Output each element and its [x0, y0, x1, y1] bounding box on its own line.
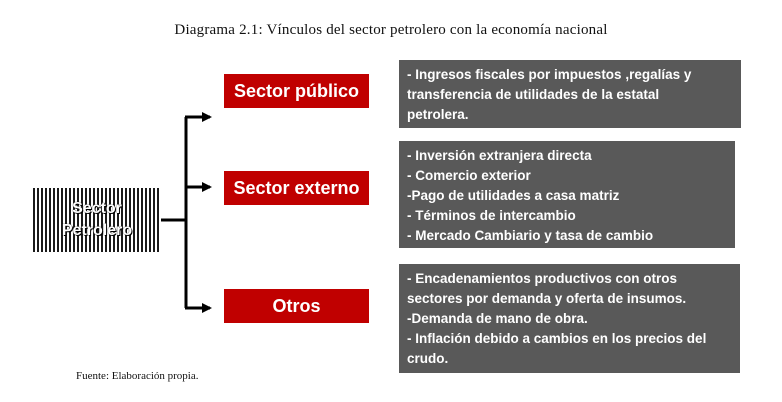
sector-externo-description	[399, 141, 735, 248]
description-line: transferencia de utilidades de la estatal	[407, 87, 660, 102]
description-line: - Mercado Cambiario y tasa de cambio	[407, 228, 654, 243]
sector-petrolero-node	[33, 188, 161, 252]
description-line: crudo.	[407, 351, 449, 366]
description-line: - Encadenamientos productivos con otros	[407, 271, 678, 286]
description-line: - Inversión extranjera directa	[407, 148, 592, 163]
description-line: - Ingresos fiscales por impuestos ,regalías y	[407, 67, 692, 82]
description-line: -Demanda de mano de obra.	[407, 311, 588, 326]
description-line: sectores por demanda y oferta de insumos.	[407, 291, 687, 306]
description-line: -Pago de utilidades a casa matriz	[407, 188, 620, 203]
description-line: petrolera.	[407, 107, 469, 122]
sector-publico-box: Sector público	[224, 74, 369, 108]
sector-petrolero-line2: Petrolero	[61, 222, 133, 239]
otros-description	[399, 264, 740, 373]
description-line: - Inflación debido a cambios en los precios del	[407, 331, 707, 346]
description-line: - Términos de intercambio	[407, 208, 576, 223]
sector-petrolero-line1: Sector	[72, 200, 122, 217]
otros-box: Otros	[224, 289, 369, 323]
description-line: - Comercio exterior	[407, 168, 531, 183]
sector-externo-box: Sector externo	[224, 171, 369, 205]
sector-publico-description	[399, 60, 741, 128]
diagram-title: Diagrama 2.1: Vínculos del sector petrolero con la economía nacional	[174, 22, 608, 38]
footnote: Fuente: Elaboración propia.	[76, 370, 199, 382]
